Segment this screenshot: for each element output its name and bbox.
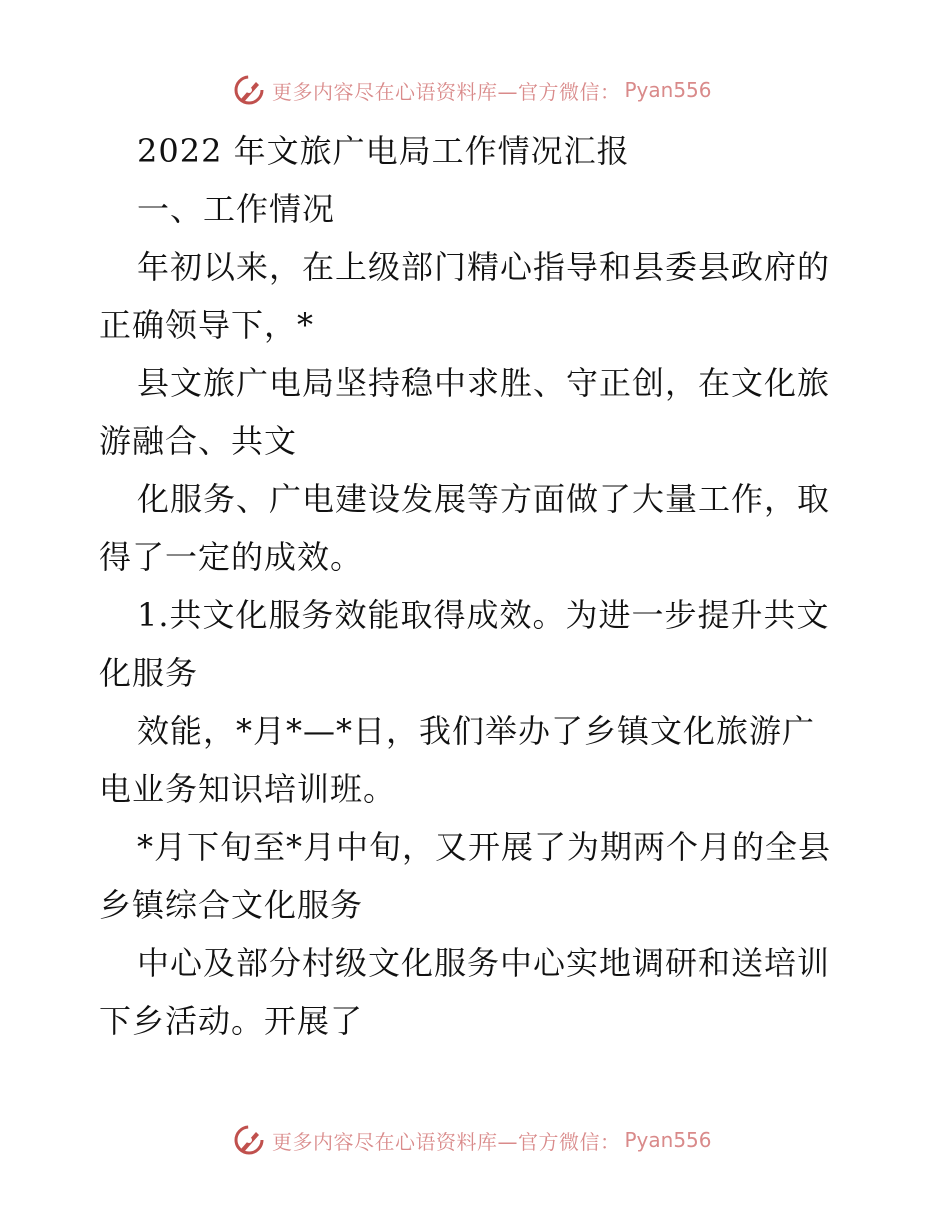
paragraph-line: 电业务知识培训班。 <box>99 770 397 808</box>
paragraph-line: 化服务 <box>99 654 199 692</box>
paragraph-line: 中心及部分村级文化服务中心实地调研和送培训 <box>137 944 831 982</box>
paragraph-line: 县文旅广电局坚持稳中求胜、守正创，在文化旅 <box>137 364 831 402</box>
paragraph-line: 正确领导下，* <box>99 306 315 344</box>
document-body <box>99 122 859 1050</box>
paragraph-line: 效能，*月*—*日，我们举办了乡镇文化旅游广 <box>137 712 816 750</box>
watermark-text: 更多内容尽在心语资料库—官方微信： <box>272 79 621 104</box>
paragraph-line: 1.共文化服务效能取得成效。为进一步提升共文 <box>137 596 830 634</box>
watermark-footer <box>232 1120 712 1160</box>
paragraph-line: 得了一定的成效。 <box>99 538 364 576</box>
pen-logo-icon <box>232 73 266 107</box>
paragraph-line: 化服务、广电建设发展等方面做了大量工作，取 <box>137 480 831 518</box>
watermark-wechat-id: Pyan556 <box>624 1128 712 1152</box>
paragraph-line: 游融合、共文 <box>99 422 298 460</box>
pen-logo-icon <box>232 1123 266 1157</box>
section-heading: 一、工作情况 <box>137 190 336 228</box>
watermark-text: 更多内容尽在心语资料库—官方微信： <box>272 1129 621 1154</box>
paragraph-line: 下乡活动。开展了 <box>99 1002 364 1040</box>
document-title: 2022 年文旅广电局工作情况汇报 <box>137 132 630 170</box>
paragraph-line: 年初以来，在上级部门精心指导和县委县政府的 <box>137 248 831 286</box>
watermark-wechat-id: Pyan556 <box>624 78 712 102</box>
paragraph-line: 乡镇综合文化服务 <box>99 886 364 924</box>
watermark-header <box>232 70 712 110</box>
paragraph-line: *月下旬至*月中旬，又开展了为期两个月的全县 <box>137 828 832 866</box>
